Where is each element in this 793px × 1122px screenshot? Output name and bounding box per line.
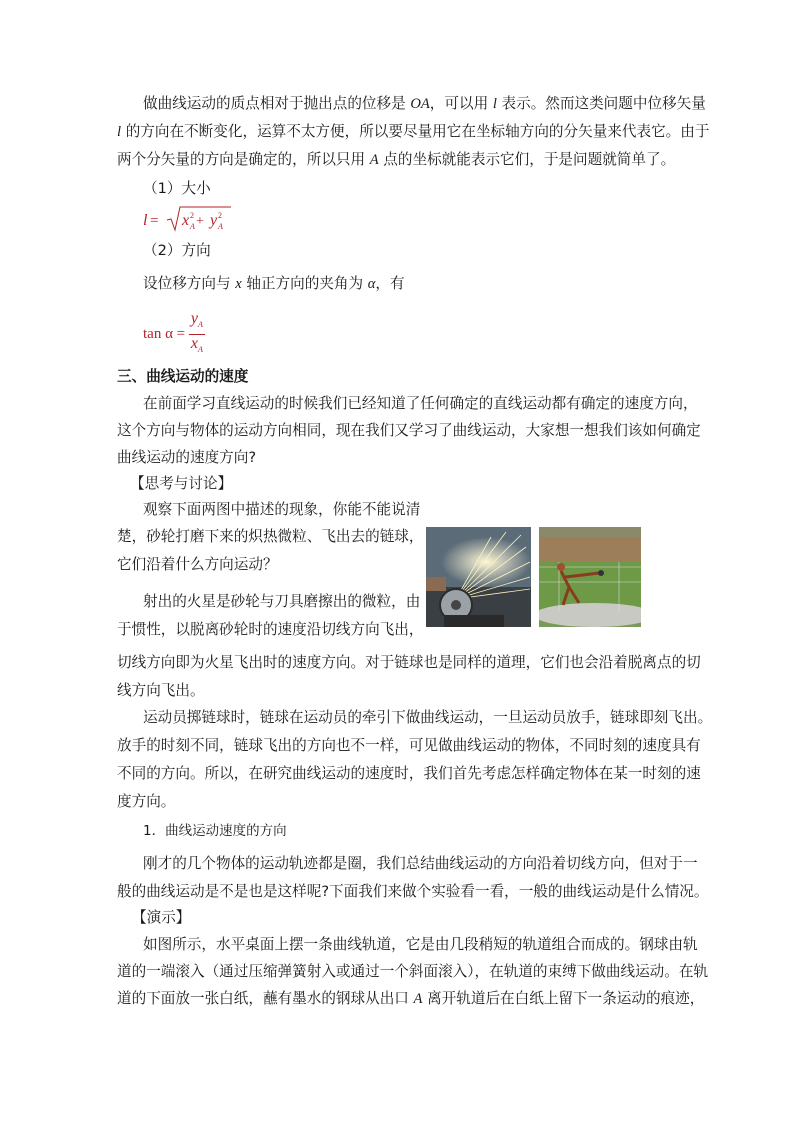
- question-line1: 观察下面两图中描述的现象，你能不能说清: [143, 501, 421, 518]
- formula-x-sup: 2: [190, 211, 194, 220]
- answer-line4: 线方向飞出。: [117, 682, 205, 699]
- answer-line2: 于惯性，以脱离砂轮时的速度沿切线方向飞出，: [117, 621, 424, 638]
- para5-line1: 如图所示，水平桌面上摆一条曲线轨道，它是由几段稍短的轨道组合而成的。钢球由轨: [143, 936, 698, 953]
- grinding-wheel-sparks-illustration: [426, 527, 531, 627]
- direction-formula: [143, 310, 205, 359]
- para2-line1: 在前面学习直线运动的时候我们已经知道了任何确定的直线运动都有确定的速度方向，: [143, 395, 698, 412]
- para2-line3: 曲线运动的速度方向?: [117, 449, 257, 466]
- direction-label: （2）方向: [143, 242, 211, 259]
- grinding-wheel-sparks-photo: [426, 527, 531, 627]
- answer-line1: 射出的火星是砂轮与刀具磨擦出的微粒，由: [143, 593, 421, 610]
- para3-line4: 度方向。: [117, 793, 176, 810]
- para3-line1: 运动员掷链球时，链球在运动员的牵引下做曲线运动，一旦运动员放手，链球即刻飞出。: [143, 709, 713, 726]
- formula-eq: =: [150, 213, 159, 229]
- hammer-throw-illustration: [539, 527, 641, 627]
- formula-y: y: [210, 212, 218, 229]
- formula-y-sub: A: [218, 222, 223, 231]
- magnitude-formula-svg: [143, 203, 233, 235]
- section-heading: 三、曲线运动的速度: [117, 368, 249, 385]
- formula-plus: +: [196, 214, 204, 229]
- para3-line3: 不同的方向。所以，在研究曲线运动的速度时，我们首先考虑怎样确定物体在某一时刻的速: [117, 765, 701, 782]
- para1-line1: 做曲线运动的质点相对于抛出点的位移是 OA，可以用 l 表示。然而这类问题中位移矢量: [143, 95, 706, 112]
- angle-line: 设位移方向与 x 轴正方向的夹角为 α，有: [143, 275, 405, 292]
- para1-line2: l 的方向在不断变化，运算不太方便，所以要尽量用它在坐标轴方向的分矢量来代表它。由于: [117, 123, 710, 140]
- think-discuss-heading: 【思考与讨论】: [130, 475, 233, 492]
- tan-lhs: tan α =: [143, 326, 189, 343]
- formula-x: x: [182, 212, 190, 229]
- question-line3: 它们沿着什么方向运动？: [117, 556, 278, 573]
- para2-line2: 这个方向与物体的运动方向相同，现在我们又学习了曲线运动，大家想一想我们该如何确定: [117, 422, 701, 439]
- para3-line2: 放手的时刻不同，链球飞出的方向也不一样，可见做曲线运动的物体，不同时刻的速度具有: [117, 737, 701, 754]
- question-line2: 楚，砂轮打磨下来的炽热微粒、飞出去的链球，: [117, 528, 424, 545]
- answer-line3: 切线方向即为火星飞出时的速度方向。对于链球也是同样的道理，它们也会沿着脱离点的切: [117, 654, 701, 671]
- para5-line3: 道的下面放一张白纸，蘸有墨水的钢球从出口 A 离开轨道后在白纸上留下一条运动的痕迹，: [117, 990, 705, 1007]
- subsection-heading: 1．曲线运动速度的方向: [143, 823, 287, 839]
- formula-x-sub: A: [190, 222, 195, 231]
- para1-line3: 两个分矢量的方向是确定的，所以只用 A 点的坐标就能表示它们，于是问题就简单了。: [117, 151, 676, 168]
- fraction-numerator: $y_A$: [189, 310, 205, 335]
- para5-line2: 道的一端滚入（通过压缩弹簧射入或通过一个斜面滚入），在轨道的束缚下做曲线运动。在轨: [117, 963, 709, 980]
- size-label: （1）大小: [143, 180, 211, 197]
- para4-line1: 刚才的几个物体的运动轨迹都是圈，我们总结曲线运动的方向沿着切线方向，但对于一: [143, 855, 698, 872]
- formula-y-sup: 2: [218, 211, 222, 220]
- hammer-throw-athlete-photo: [539, 527, 641, 627]
- fraction-denominator: $x_A$: [190, 335, 203, 355]
- fraction: [189, 310, 205, 359]
- para4-line2: 般的曲线运动是不是也是这样呢?下面我们来做个实验看一看，一般的曲线运动是什么情况。: [117, 883, 709, 900]
- demo-heading: 【演示】: [132, 909, 191, 926]
- formula-lhs: l: [143, 212, 148, 229]
